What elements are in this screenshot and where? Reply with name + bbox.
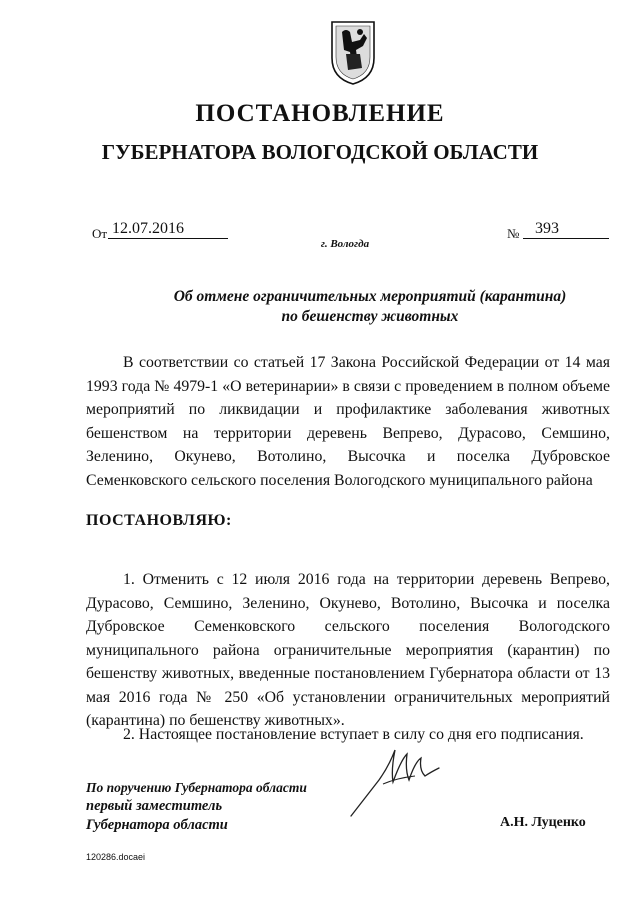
decree-item-1: 1. Отменить с 12 июля 2016 года на территории деревень Вепрево, Дурасово, Семшино, Зеленино, Окунево, Вотолино, Высочка и поселка Дубровское Семенковского сельского поселения Вологодского муниципального района ограничительные мероприятия (карантин) по бешенству животных, введенные постановлением Губернатора области от 13 мая 2016 года № 250 «Об установлении ограничительных мероприятий (карантина) по бешенству животных». xyxy=(86,571,610,729)
city-label: г. Вологда xyxy=(320,238,370,250)
document-date: 12.07.2016 xyxy=(108,220,228,239)
document-subject xyxy=(0,287,640,327)
signatory-line-1: По поручению Губернатора области xyxy=(86,780,307,795)
decree-heading: ПОСТАНОВЛЯЮ: xyxy=(86,512,232,529)
preamble-paragraph: В соответствии со статьей 17 Закона Российской Федерации от 14 мая 1993 года № 4979-1 «О ветеринарии» в связи с проведением в полном объеме мероприятий по ликвидации и профилактике заболевания животных бешенством на территории деревень Вепрево, Дурасово, Семшино, Зеленино, Окунево, Вотолино, Высочка и поселка Дубровское Семенковского сельского поселения Вологодского муниципального района xyxy=(86,354,610,489)
coat-of-arms-emblem xyxy=(330,20,376,86)
file-reference: 120286.docaei xyxy=(86,852,146,862)
number-label: № xyxy=(507,226,520,241)
signatory-block xyxy=(86,778,307,835)
signatory-line-2: первый заместитель xyxy=(86,798,223,814)
subject-line-1: Об отмене ограничительных мероприятий (карантина) xyxy=(173,288,567,305)
decree-item-2: 2. Настоящее постановление вступает в силу со дня его подписания. xyxy=(123,726,584,743)
subject-line-2: по бешенству животных xyxy=(281,308,459,325)
document-number: 393 xyxy=(523,220,609,239)
signatory-name: А.Н. Луценко xyxy=(500,815,586,830)
document-title: ПОСТАНОВЛЕНИЕ xyxy=(195,100,445,127)
signatory-line-3: Губернатора области xyxy=(86,817,228,833)
document-subtitle: ГУБЕРНАТОРА ВОЛОГОДСКОЙ ОБЛАСТИ xyxy=(101,140,539,164)
date-label: От xyxy=(92,226,108,241)
handwritten-signature xyxy=(345,740,455,822)
